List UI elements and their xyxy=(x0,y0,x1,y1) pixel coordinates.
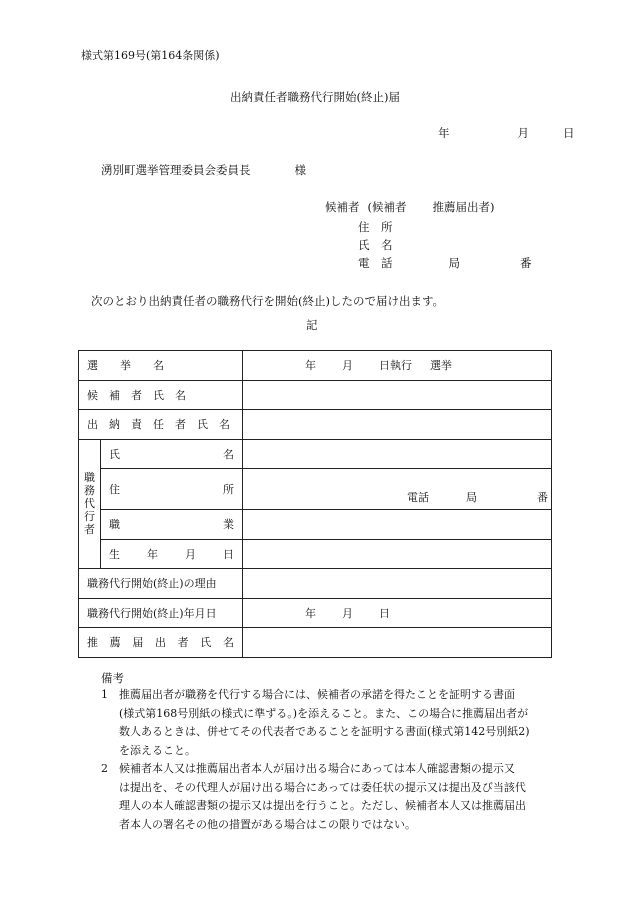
election-kind: 選挙 xyxy=(430,359,452,373)
recommender-char: 者 xyxy=(177,636,189,650)
remarks-heading: 備考 xyxy=(101,671,124,685)
remark-text xyxy=(119,760,561,834)
table-row-candidate xyxy=(79,380,552,410)
remark-text xyxy=(119,686,561,760)
start-day: 日 xyxy=(379,606,390,620)
agent-birth-char: 年 xyxy=(147,547,158,561)
recommender-char: 薦 xyxy=(109,636,121,650)
election-value[interactable] xyxy=(243,351,552,381)
candidate-label: 候補者 xyxy=(325,200,360,214)
agent-name-char: 氏 xyxy=(109,447,120,461)
form-code: 様式第169号(第164条関係) xyxy=(81,49,220,62)
date-day: 日 xyxy=(563,126,575,140)
table-row-agent-occupation xyxy=(79,510,552,540)
remark-line: は提出を、その代理人が届け出る場合にあっては委任状の提示又は提出及び当該代 xyxy=(119,780,526,794)
table-row-agent-address xyxy=(79,469,552,510)
ki-heading: 記 xyxy=(306,318,318,332)
recommender-char: 出 xyxy=(154,636,166,650)
agent-tel-kyoku: 局 xyxy=(466,491,477,504)
treasurer-name-text: 出 納 責 任 者 氏 名 xyxy=(87,418,230,432)
agent-group-char: 務 xyxy=(84,484,95,498)
start-date-label xyxy=(79,598,243,628)
candidate-tel-line xyxy=(358,255,532,271)
agent-tel-ban: 番 xyxy=(537,491,548,504)
remark-line: を添えること。 xyxy=(119,743,196,757)
addressee xyxy=(101,162,306,178)
candidate-tel-kyoku: 局 xyxy=(448,256,460,270)
agent-birth-label xyxy=(101,539,243,569)
addressee-name: 湧別町選挙管理委員会委員長 xyxy=(101,163,251,177)
agent-group-char: 代 xyxy=(84,497,95,511)
recommender-char: 届 xyxy=(132,636,144,650)
agent-name-char: 名 xyxy=(223,447,234,461)
treasurer-name-cell-value[interactable] xyxy=(243,410,552,440)
date-year: 年 xyxy=(438,126,450,140)
submission-date xyxy=(438,125,575,141)
candidate-name-cell-value[interactable] xyxy=(243,380,552,410)
table-row-agent-name xyxy=(79,439,552,469)
addressee-suffix: 様 xyxy=(294,163,306,177)
election-year: 年 xyxy=(305,359,316,373)
agent-group-char: 者 xyxy=(84,523,95,537)
table-row-recommender xyxy=(79,628,552,658)
start-year: 年 xyxy=(305,606,316,620)
candidate-address-label: 住 所 xyxy=(358,220,393,234)
remark-line: 推薦届出者が職務を代行する場合には、候補者の承諾を得たことを証明する書面 xyxy=(119,688,515,701)
remark-line: 理人の本人確認書類の提示又は提出を行うこと。ただし、候補者本人又は推薦届出 xyxy=(119,799,526,812)
start-month: 月 xyxy=(342,606,353,620)
remark-line: 候補者本人又は推薦届出者本人が届け出る場合にあっては本人確認書類の提示又 xyxy=(119,762,515,775)
candidate-tel-ban: 番 xyxy=(520,256,532,270)
candidate-paren-close: 推薦届出者) xyxy=(432,200,495,214)
recommender-char: 名 xyxy=(222,636,234,650)
agent-birth-char: 生 xyxy=(109,547,120,561)
intro-text: 次のとおり出納責任者の職務代行を開始(終止)したので届け出ます。 xyxy=(91,294,445,308)
candidate-name-text: 候 補 者 氏 名 xyxy=(87,388,186,402)
remark-number: 2 xyxy=(101,762,108,775)
candidate-name-cell-label xyxy=(79,380,243,410)
agent-occupation-value[interactable] xyxy=(243,510,552,540)
reason-text: 職務代行開始(終止)の理由 xyxy=(87,577,217,591)
agent-name-label xyxy=(101,439,243,469)
table-row-agent-birth xyxy=(79,539,552,569)
agent-address-char: 住 xyxy=(109,483,120,496)
form-title: 出納責任者職務代行開始(終止)届 xyxy=(230,90,400,104)
start-date-value[interactable] xyxy=(243,598,552,628)
form-table xyxy=(78,350,552,658)
remark-number: 1 xyxy=(101,688,108,701)
election-label-text: 選 挙 名 xyxy=(87,359,164,373)
remark-line: 数人あるときは、併せてその代表者であることを証明する書面(様式第142号別紙2) xyxy=(119,725,530,738)
candidate-tel-label: 電 話 xyxy=(358,256,393,270)
agent-address-label xyxy=(101,469,243,510)
agent-group-char: 行 xyxy=(84,510,95,524)
agent-birth-value[interactable] xyxy=(243,539,552,569)
agent-name-value[interactable] xyxy=(243,439,552,469)
table-row-start-date xyxy=(79,598,552,628)
recommender-value[interactable] xyxy=(243,628,552,658)
agent-tel-label: 電話 xyxy=(407,491,429,504)
recommender-char: 推 xyxy=(87,636,98,650)
election-month: 月 xyxy=(342,359,353,373)
date-month: 月 xyxy=(517,126,529,140)
remark-line: 者本人の署名その他の措置がある場合はこの限りではない。 xyxy=(119,817,416,831)
recommender-label xyxy=(79,628,243,658)
agent-occupation-char: 職 xyxy=(109,518,120,532)
agent-birth-char: 日 xyxy=(223,547,234,561)
agent-occupation-char: 業 xyxy=(223,518,234,532)
start-date-text: 職務代行開始(終止)年月日 xyxy=(87,606,217,620)
candidate-name-label: 氏 名 xyxy=(358,238,393,252)
treasurer-name-cell-label xyxy=(79,410,243,440)
reason-label xyxy=(79,569,243,599)
agent-address-char: 所 xyxy=(223,483,234,496)
table-row-election xyxy=(79,351,552,381)
election-day: 日執行 xyxy=(379,359,412,373)
agent-birth-char: 月 xyxy=(185,547,196,561)
reason-value[interactable] xyxy=(243,569,552,599)
table-row-treasurer xyxy=(79,410,552,440)
remark-line: (様式第168号別紙の様式に準ずる。)を添えること。また、この場合に推薦届出者が xyxy=(119,706,529,720)
agent-address-value[interactable] xyxy=(243,469,552,510)
candidate-paren-open: (候補者 xyxy=(367,200,407,214)
table-row-reason xyxy=(79,569,552,599)
agent-group-char: 職 xyxy=(84,471,95,485)
agent-group-label xyxy=(79,439,101,569)
recommender-char: 氏 xyxy=(200,636,212,650)
candidate-label-line xyxy=(325,199,495,215)
agent-occupation-label xyxy=(101,510,243,540)
election-label xyxy=(79,351,243,381)
